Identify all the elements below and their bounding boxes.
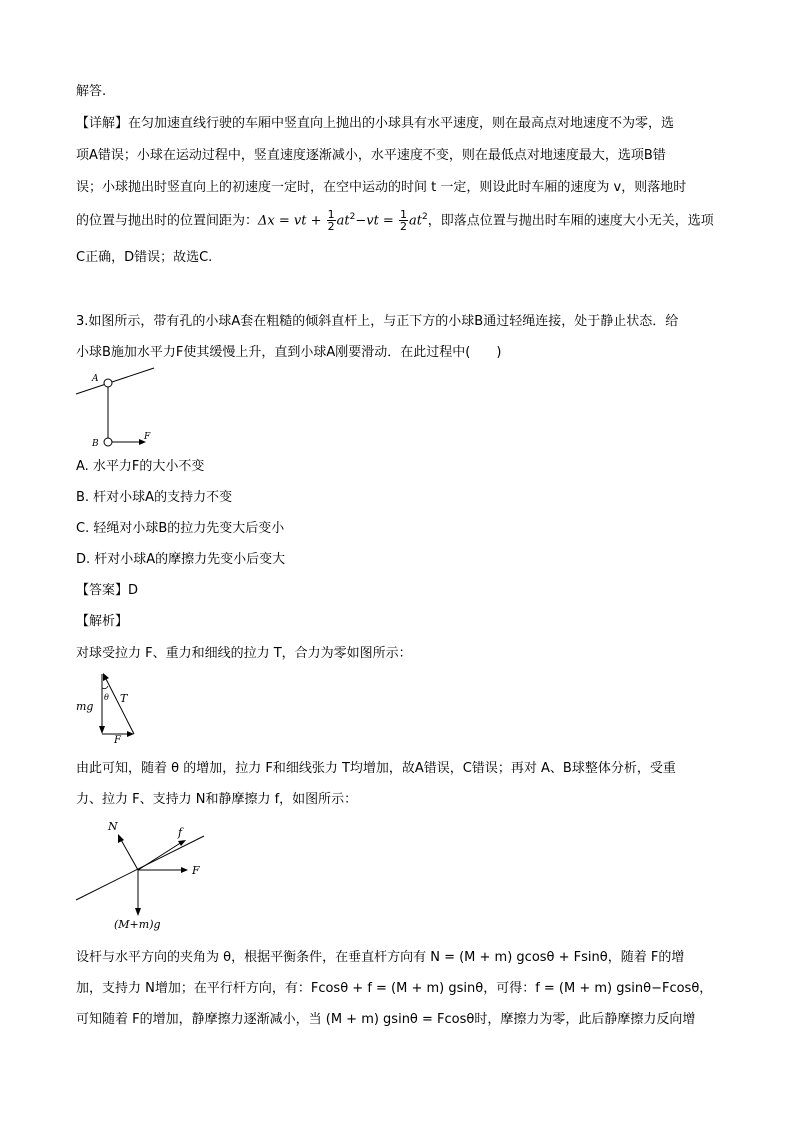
formula-a: Δx = vt + (258, 213, 326, 229)
label-t: T (120, 692, 128, 705)
analysis-line-5: 加，支持力 N增加；在平行杆方向，有：Fcosθ + f = (M + m) gsinθ，可得：f = (M + m) gsinθ−Fcosθ， (76, 981, 713, 996)
label-f-small: f (178, 826, 183, 839)
normal-force-arrowhead (118, 834, 124, 843)
analysis-line-6: 可知随着 F的增加，静摩擦力逐渐减小，当 (M + m) gsinθ = Fcosθ时，摩擦力为零，此后静摩擦力反向增 (76, 1012, 696, 1027)
detail-text-1: 在匀加速直线行驶的车厢中竖直向上抛出的小球具有水平速度，则在最高点对地速度不为零，选 (128, 116, 675, 131)
friction-arrow (138, 842, 182, 870)
theta-arc (102, 686, 108, 689)
formula-b: at (336, 213, 350, 229)
detail-line-3: 误；小球抛出时竖直向上的初速度一定时，在空中运动的时间 t 一定，则设此时车厢的速度为 v，则落地时 (76, 180, 687, 195)
analysis-line-4: 设杆与水平方向的夹角为 θ，根据平衡条件，在垂直杆方向有 N = (M + m) gcosθ + Fsinθ，随着 F的增 (76, 950, 685, 965)
question-line-2: 小球B施加水平力F使其缓慢上升，直到小球A刚要滑动．在此过程中( ) (76, 345, 502, 360)
tension-arrow (105, 677, 134, 734)
figure-rod-and-balls (74, 366, 164, 450)
label-f: F (144, 432, 151, 442)
label-mg: mg (76, 700, 94, 713)
analysis-line-3: 力、拉力 F、支持力 N和静摩擦力 f，如图所示： (76, 792, 358, 807)
label-a: A (92, 374, 99, 384)
option-a: A. 水平力F的大小不变 (76, 459, 205, 474)
force-f-arrowhead (181, 867, 188, 873)
formula-d: at (408, 213, 422, 229)
gravity-arrowhead (99, 726, 105, 734)
analysis-tag: 【解析】 (76, 614, 129, 629)
gravity-arrowhead (135, 908, 141, 916)
incline-rod (76, 836, 204, 900)
detail-line-4-post: ，即落点位置与抛出时车厢的速度大小无关，选项 (427, 213, 714, 229)
analysis-line-1: 对球受拉力 F、重力和细线的拉力 T，合力为零如图所示： (76, 646, 412, 661)
analysis-line-2: 由此可知，随着 θ 的增加，拉力 F和细线张力 T均增加，故A错误，C错误；再对 A、B球整体分析，受重 (76, 761, 676, 776)
formula-c: −vt = (355, 213, 398, 229)
normal-force-arrow (120, 838, 138, 870)
option-b: B. 杆对小球A的支持力不变 (76, 490, 233, 505)
figure-force-triangle (74, 668, 144, 744)
rod-line (76, 368, 154, 394)
detail-line-4: 的位置与抛出时的位置间距为：Δx = vt + $\frac{1}{2}$ $at^2-vt$ = $\frac{1}{2}$ $at^2$，即落点位置与抛出时车厢的速度大小无关，选项 (76, 208, 714, 234)
label-f: F (114, 735, 121, 744)
label-n: N (108, 820, 118, 833)
detail-line-4-pre: 的位置与抛出时的位置间距为： (76, 213, 259, 229)
label-theta: θ (104, 693, 109, 702)
intro-text: 解答. (76, 84, 107, 99)
label-f: F (192, 864, 200, 877)
option-d: D. 杆对小球A的摩擦力先变小后变大 (76, 552, 286, 567)
option-c: C. 轻绳对小球B的拉力先变大后变小 (76, 521, 285, 536)
ball-b (104, 438, 112, 446)
detail-line-5: C正确，D错误；故选C. (76, 250, 213, 265)
ball-a (104, 379, 112, 387)
answer-line: 【答案】D (76, 583, 139, 598)
detail-line-1 (76, 115, 674, 133)
question-line-1: 3.如图所示，带有孔的小球A套在粗糙的倾斜直杆上，与正下方的小球B通过轻绳连接，处于静止状态．给 (76, 314, 679, 329)
detail-line-2: 项A错误；小球在运动过程中，竖直速度逐渐减小，水平速度不变，则在最低点对地速度最大，选项B错 (76, 148, 666, 163)
fraction-2: $\frac{1}{2}$ (399, 208, 407, 234)
fraction-1: $\frac{1}{2}$ (327, 208, 335, 234)
figure-force-diagram-rod (74, 812, 214, 934)
label-b: B (92, 439, 99, 449)
label-gravity: (M+m)g (114, 918, 161, 931)
detail-tag: 【详解】 (76, 116, 129, 131)
